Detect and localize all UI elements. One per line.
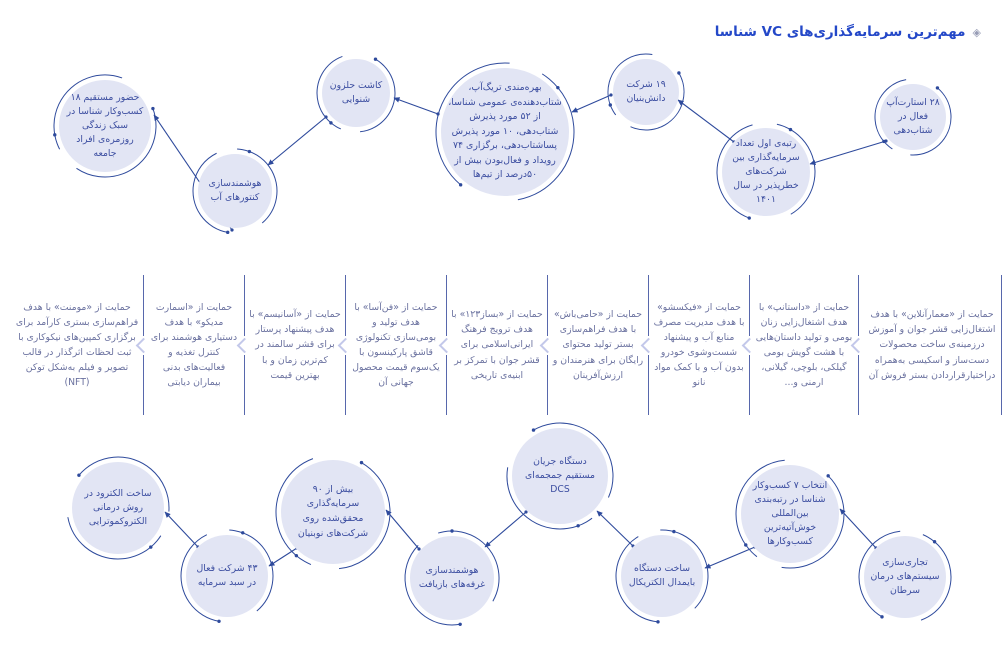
chevron-separator bbox=[139, 275, 148, 415]
connector-arrow bbox=[394, 98, 438, 114]
ring-dot bbox=[826, 474, 829, 477]
divider-line bbox=[143, 275, 144, 336]
flow-node-bimodal-device: ساخت دستگاه بایمدال الکتریکال bbox=[621, 535, 703, 617]
ring-dot bbox=[77, 474, 80, 477]
support-row bbox=[15, 270, 1002, 420]
connector-start-dot bbox=[230, 228, 233, 231]
divider-line bbox=[547, 275, 548, 336]
divider-line bbox=[143, 355, 144, 416]
ring-dot bbox=[789, 128, 792, 131]
chevron-separator bbox=[240, 275, 249, 415]
ring-dot bbox=[576, 524, 579, 527]
page-title bbox=[715, 24, 981, 40]
divider-line bbox=[858, 275, 859, 336]
support-item-moment: حمایت از «مومنت» با هدف فراهم‌سازی بستری کارآمد برای برگزاری کمپین‌های نیکوکاری با ثبت لحظات اثرگذار در قالب تصویر و فیلم به‌شکل توکن (NFT) bbox=[15, 301, 139, 389]
ring-dot bbox=[295, 554, 298, 557]
divider-line bbox=[648, 275, 649, 336]
ring-dot bbox=[226, 231, 229, 234]
support-item-dastanap: حمایت از «داستانپ» با هدف اشتغال‌زایی زنان بومی و تولید داستان‌هایی با هشت گویش بومی گیلکی، بلوچی، گیلانی، ارمنی و... bbox=[755, 301, 853, 389]
ring-dot bbox=[458, 623, 461, 626]
flow-node-top7-businesses: انتخاب ۷ کسب‌وکار شناسا در رتبه‌بندی بین‌المللی خوش‌آتیه‌ترین کسب‌وکارها bbox=[741, 465, 839, 563]
chevron-separator bbox=[854, 275, 863, 415]
ring-dot bbox=[217, 620, 220, 623]
support-item-fixsho: حمایت از «فیکسشو» با هدف مدیریت مصرف منابع آب و پیشنهاد شست‌وشوی خودرو بدون آب و با کمک مواد نانو bbox=[653, 301, 745, 389]
divider-line bbox=[547, 355, 548, 416]
ring-dot bbox=[936, 86, 939, 89]
flow-node-startups: ۲۸ استارت‌آپ فعال در شتاب‌دهی bbox=[880, 84, 946, 150]
support-item-hamibash: حمایت از «حامی‌باش» با هدف فراهم‌سازی بستر تولید محتوای رایگان برای هنرمندان و ارزش‌آفرینان bbox=[552, 309, 644, 381]
ring-dot bbox=[151, 107, 154, 110]
ring-dot bbox=[656, 620, 659, 623]
connector-start-dot bbox=[884, 139, 887, 142]
support-item-besaz123: حمایت از «بساز۱۲۳» با هدف ترویج فرهنگ ایرانی‌اسلامی برای قشر جوان با تمرکز بر ابنیه‌ی تاریخی bbox=[451, 309, 543, 381]
connector-arrow bbox=[810, 141, 886, 164]
flow-node-cochlear: کاشت حلزون شنوایی bbox=[322, 59, 390, 127]
support-item-fanasa: حمایت از «فن‌آسا» با هدف تولید و بومی‌سازی تکنولوژی قاشق پارکینسون با یک‌سوم قیمت محصول جهانی آن bbox=[352, 301, 440, 389]
diamond-icon: ◈ bbox=[972, 25, 981, 39]
divider-line bbox=[244, 275, 245, 336]
ring-dot bbox=[933, 540, 936, 543]
divider-line bbox=[345, 355, 346, 416]
connector-arrow bbox=[678, 100, 734, 142]
connector-arrow bbox=[165, 512, 198, 547]
ring-dot bbox=[532, 428, 535, 431]
ring-dot bbox=[360, 461, 363, 464]
connector-arrow bbox=[840, 509, 876, 548]
connector-arrow bbox=[386, 510, 419, 549]
connector-arrow bbox=[572, 95, 611, 112]
ring-dot bbox=[748, 216, 751, 219]
flow-node-trigup: بهره‌مندی تریگ‌آپ، شتاب‌دهنده‌ی عمومی شناسا، از ۵۲ مورد پذیرش شتاب‌دهی، ۱۰ مورد پذیرش پساشتاب‌دهی، برگزاری ۷۴ رویداد و فعال‌بودن بیش از ۵۰درصد از تیم‌ها bbox=[441, 68, 569, 196]
connector-arrow bbox=[597, 511, 633, 546]
ring-dot bbox=[241, 531, 244, 534]
flow-node-90-investments: بیش از ۹۰ سرمایه‌گذاری محقق‌شده روی شرکت‌های نوبنیان bbox=[281, 460, 385, 564]
divider-line bbox=[749, 355, 750, 416]
flow-node-water-meters: هوشمندسازی کنتورهای آب bbox=[198, 154, 272, 228]
chevron-separator bbox=[442, 275, 451, 415]
chevron-separator bbox=[543, 275, 552, 415]
ring-dot bbox=[248, 150, 251, 153]
divider-line bbox=[858, 355, 859, 416]
divider-line bbox=[1001, 275, 1002, 415]
ring-dot bbox=[672, 530, 675, 533]
support-item-smart-medico: حمایت از «اسمارت مدیکو» با هدف دستیاری هوشمند برای کنترل تغذیه و فعالیت‌های بدنی بیماران دیابتی bbox=[150, 301, 238, 389]
connector-arrow bbox=[705, 547, 755, 568]
divider-line bbox=[244, 355, 245, 416]
chevron-separator bbox=[644, 275, 653, 415]
ring-dot bbox=[329, 121, 332, 124]
flow-node-knowledge: ۱۹ شرکت دانش‌بنیان bbox=[613, 59, 679, 125]
support-item-asanism: حمایت از «آسانیسم» با هدف پیشنهاد پرستار برای قشر سالمند در کم‌ترین زمان و با بهترین قیمت bbox=[249, 309, 341, 381]
flow-node-cancer-systems: تجاری‌سازی سیستم‌های درمان سرطان bbox=[864, 536, 946, 618]
divider-line bbox=[446, 355, 447, 416]
connector-arrow bbox=[268, 117, 326, 165]
ring-dot bbox=[880, 615, 883, 618]
connector-arrow bbox=[269, 548, 297, 566]
divider-line bbox=[648, 355, 649, 416]
divider-line bbox=[446, 275, 447, 336]
ring-dot bbox=[374, 58, 377, 61]
chevron-separator bbox=[341, 275, 350, 415]
connector-start-dot bbox=[324, 115, 327, 118]
ring-dot bbox=[609, 103, 612, 106]
support-item-memar-online: حمایت از «معمارآنلاین» با هدف اشتغال‌زایی قشر جوان و آموزش درزمینه‌ی ساخت محصولات دست‌ساز و اسکیسی به‌همراه دراختیارقراردادن بستر فروش آن bbox=[868, 309, 996, 381]
flow-node-lifestyle: حضور مستقیم ۱۸ کسب‌وکار شناسا در سبک زندگی روزمره‌ی افراد جامعه bbox=[59, 80, 151, 172]
divider-line bbox=[345, 275, 346, 336]
chevron-separator bbox=[745, 275, 754, 415]
flow-node-dcs-device: دستگاه جریان مستقیم جمجمه‌ای DCS bbox=[512, 428, 608, 524]
ring-dot bbox=[450, 529, 453, 532]
ring-dot bbox=[459, 183, 462, 186]
flow-node-recycling-booths: هوشمندسازی غرفه‌های بازیافت bbox=[410, 536, 494, 620]
connector-start-dot bbox=[436, 112, 439, 115]
divider-line bbox=[749, 275, 750, 336]
flow-node-43-companies: ۴۳ شرکت فعال در سبد سرمایه bbox=[186, 535, 268, 617]
flow-node-rank: رتبه‌ی اول تعداد سرمایه‌گذاری بین شرکت‌های خطرپذیر در سال ۱۴۰۱ bbox=[722, 128, 810, 216]
ring-dot bbox=[53, 133, 56, 136]
connector-arrow bbox=[485, 512, 526, 547]
ring-dot bbox=[677, 71, 680, 74]
page-title-text: مهم‌ترین سرمایه‌گذاری‌های VC شناسا bbox=[714, 24, 966, 40]
ring-dot bbox=[149, 545, 152, 548]
flow-node-electrode: ساخت الکترود در روش درمانی الکتروکموترایی bbox=[72, 462, 164, 554]
